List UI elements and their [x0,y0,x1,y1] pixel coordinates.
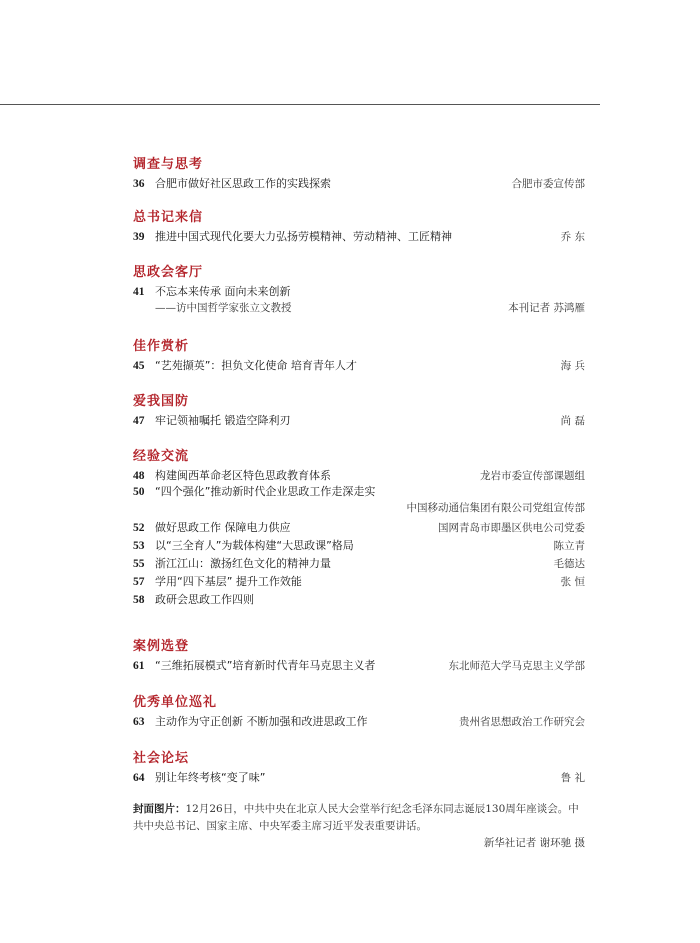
article-author: 东北师范大学马克思主义学部 [448,660,585,672]
section-title: 思政会客厅 [133,265,204,280]
page-number: 47 [133,415,145,427]
page-number: 64 [133,772,145,784]
section-parlor [133,264,585,338]
cover-caption [133,801,585,852]
section-experience [133,448,585,638]
article-subtitle-line [133,300,585,316]
section-title: 调查与思考 [133,157,204,172]
page-number: 41 [133,286,145,298]
section-forum [133,750,585,790]
article-subtitle: ——访中国哲学家张立文教授 [155,302,292,314]
top-divider-line [0,104,600,105]
article-author: 海 兵 [560,360,585,372]
toc-entry[interactable] [133,229,585,245]
article-title: 构建闽西革命老区特色思政教育体系 [155,469,331,482]
page-number: 45 [133,360,145,372]
toc-entry[interactable] [133,714,585,730]
page-number: 61 [133,660,145,672]
article-title: 推进中国式现代化要大力弘扬劳模精神、劳动精神、工匠精神 [155,230,452,243]
article-author: 张 恒 [560,576,585,588]
cover-caption-text [133,801,585,835]
toc-entry[interactable] [133,176,585,192]
article-author: 中国移动通信集团有限公司党组宣传部 [406,502,585,514]
section-survey [133,156,585,209]
article-title: 做好思政工作 保障电力供应 [155,521,291,534]
section-title: 经验交流 [133,449,190,464]
section-title: 爱我国防 [133,394,190,409]
article-title: 主动作为守正创新 不断加强和改进思政工作 [155,715,368,728]
page-number: 55 [133,558,145,570]
toc-entry[interactable] [133,484,585,516]
page-number: 48 [133,470,145,482]
cover-caption-body: 12月26日，中共中央在北京人民大会堂举行纪念毛泽东同志诞辰130周年座谈会。中共中央总书记、国家主席、中央军委主席习近平发表重要讲话。 [133,803,579,832]
toc-entry[interactable] [133,592,585,608]
page-number: 63 [133,716,145,728]
photo-credit: 新华社记者 谢环驰 摄 [483,837,585,849]
page-number: 52 [133,522,145,534]
section-units [133,694,585,750]
toc-entry[interactable] [133,538,585,554]
page-number: 53 [133,540,145,552]
page-number: 50 [133,486,145,498]
article-title: “三维拓展模式”培育新时代青年马克思主义者 [155,659,376,672]
table-of-contents [133,156,585,790]
section-letters [133,209,585,264]
article-title: 牢记领袖嘱托 锻造空降利刃 [155,414,291,427]
section-appreciation [133,338,585,393]
article-title: 政研会思政工作四则 [155,593,254,606]
article-title: 别让年终考核“变了味” [155,771,266,784]
article-author: 贵州省思想政治工作研究会 [459,716,585,728]
toc-entry[interactable] [133,284,585,300]
cover-caption-label: 封面图片： [133,803,186,815]
article-author: 合肥市委宣传部 [511,178,585,190]
toc-entry[interactable] [133,658,585,674]
page-number: 58 [133,594,145,606]
section-title: 佳作赏析 [133,339,190,354]
article-author: 乔 东 [560,231,585,243]
section-title: 优秀单位巡礼 [133,695,218,710]
toc-entry[interactable] [133,358,585,374]
article-author: 国网青岛市即墨区供电公司党委 [438,522,585,534]
article-author: 龙岩市委宣传部课题组 [480,470,585,482]
section-title: 案例选登 [133,639,190,654]
section-defense [133,393,585,448]
page-number: 57 [133,576,145,588]
toc-entry[interactable] [133,413,585,429]
article-title: 学用“四下基层” 提升工作效能 [155,575,302,588]
article-author: 陈立青 [553,540,585,552]
article-title: 浙江江山：激扬红色文化的精神力量 [155,557,331,570]
toc-entry[interactable] [133,556,585,572]
toc-entry[interactable] [133,574,585,590]
article-title: 以“三全育人”为载体构建“大思政课”格局 [155,539,354,552]
page-number: 36 [133,178,145,190]
article-author: 鲁 礼 [560,772,585,784]
section-cases [133,638,585,694]
article-author: 毛德达 [553,558,585,570]
article-author: 本刊记者 苏鸿雁 [508,302,585,314]
article-title: 合肥市做好社区思政工作的实践探索 [155,177,331,190]
toc-entry[interactable] [133,520,585,536]
article-title: “艺苑撷英”：担负文化使命 培育青年人才 [155,359,357,372]
toc-entry[interactable] [133,468,585,484]
article-title: “四个强化”推动新时代企业思政工作走深走实 [155,485,376,498]
toc-entry[interactable] [133,770,585,786]
article-author: 尚 磊 [560,415,585,427]
article-title: 不忘本来传承 面向未来创新 [155,285,291,298]
section-title: 社会论坛 [133,751,190,766]
section-title: 总书记来信 [133,210,204,225]
page-number: 39 [133,231,145,243]
